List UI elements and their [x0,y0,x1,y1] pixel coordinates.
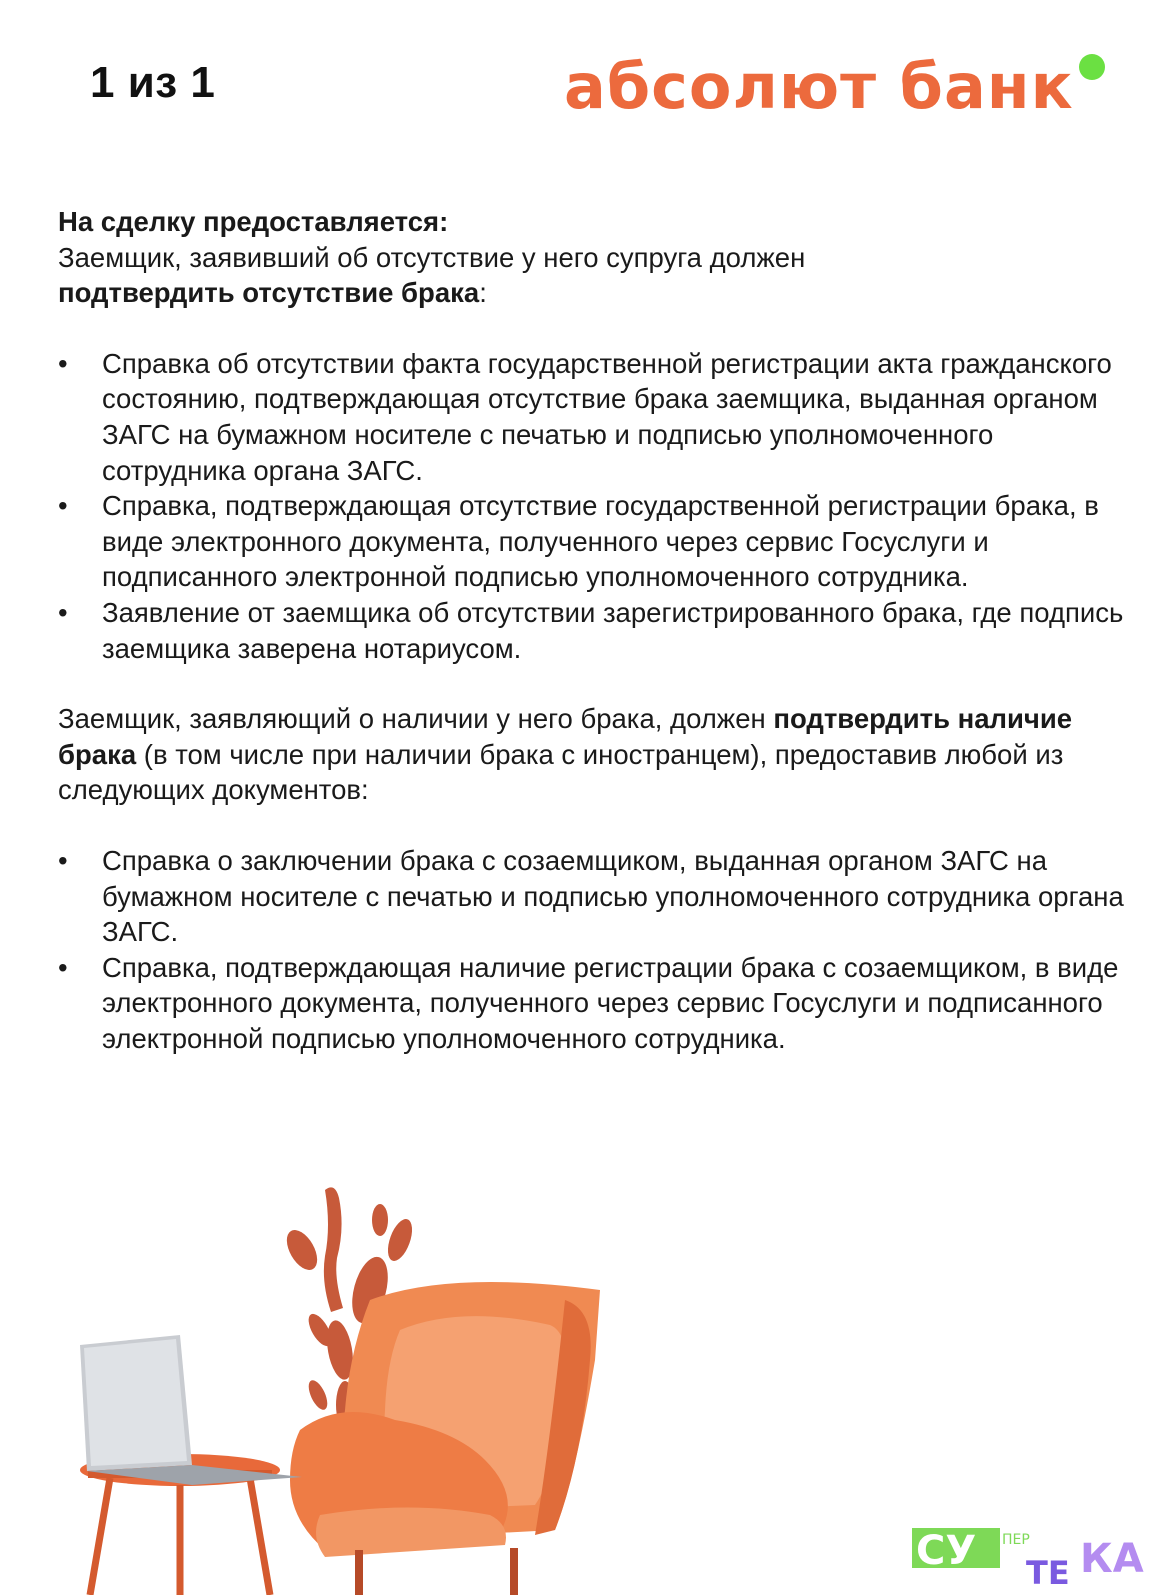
document-body [58,204,1128,1056]
brand-part4: КА [1080,1536,1144,1582]
list-item: • Заявление от заемщика об отсутствии зарегистрированного брака, где подпись заемщика заверена нотариусом. [58,595,1128,666]
section1-intro: Заемщик, заявивший об отсутствие у него супруга должен подтвердить отсутствие брака: [58,241,806,309]
bank-logo-text: абсолют банк [564,50,1074,123]
bank-logo [564,52,1074,122]
armchair-laptop-illustration [70,1180,630,1595]
single-documents-list [58,346,1128,666]
list-item: • Справка об отсутствии факта государственной регистрации акта гражданского состоянию, подтверждающая отсутствие брака заемщика, выданная органом ЗАГС на бумажном носителе с печатью и подписью уполномоченного сотрудника органа ЗАГС. [58,346,1128,488]
list-item: • Справка, подтверждающая отсутствие государственной регистрации брака, в виде электронного документа, полученного через сервис Госуслуги и подписанного электронной подписью уполномоченного сотрудника. [58,488,1128,595]
page-counter: 1 из 1 [90,58,216,107]
list-item: • Справка, подтверждающая наличие регистрации брака с созаемщиком, в виде электронного документа, полученного через сервис Госуслуги и подписанного электронной подписью уполномоченного сотрудника. [58,950,1128,1057]
brand-part3: ТЕ [1026,1554,1070,1592]
logo-dot-icon [1079,54,1105,80]
married-documents-list [58,843,1128,1057]
superteka-logo [912,1520,1144,1592]
section-title: На сделку предоставляется: [58,206,449,237]
brand-part1: СУ [916,1528,977,1574]
brand-part2: ПЕР [1002,1532,1030,1548]
list-item: • Справка о заключении брака с созаемщиком, выданная органом ЗАГС на бумажном носителе с печатью и подписью уполномоченного сотрудника органа ЗАГС. [58,843,1128,950]
section2-intro: Заемщик, заявляющий о наличии у него брака, должен подтвердить наличие брака (в том числе при наличии брака с иностранцем), предоставив любой из следующих документов: [58,703,1073,806]
laptop-icon [80,1335,302,1485]
